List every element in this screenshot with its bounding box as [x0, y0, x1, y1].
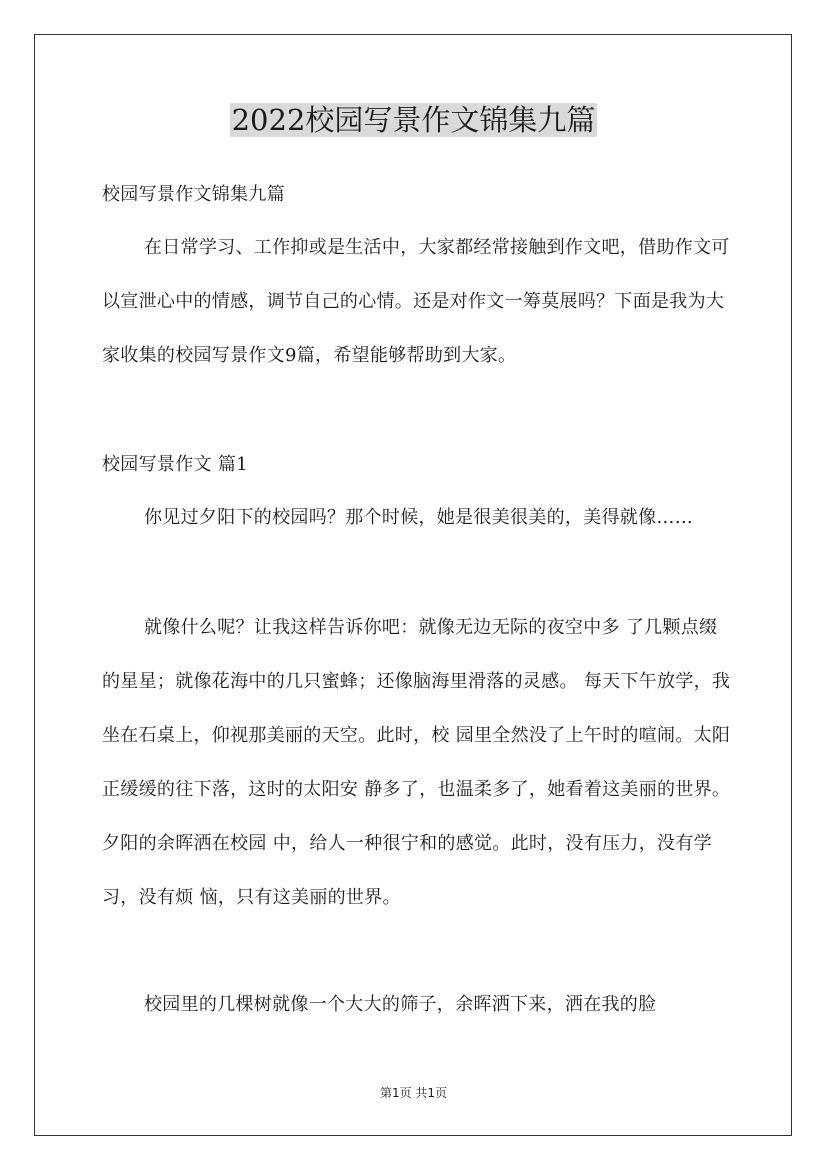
document-title [0, 98, 827, 142]
document-title-text: 2022校园写景作文锦集九篇 [231, 103, 596, 137]
section-heading: 校园写景作文 篇1 [102, 454, 248, 475]
page-footer: 第1页 共1页 [379, 1086, 448, 1100]
document-subtitle: 校园写景作文锦集九篇 [102, 184, 285, 205]
paragraph: 校园里的几棵树就像一个大大的筛子，余晖洒下来，洒在我的脸 [144, 994, 657, 1015]
paragraph: 你见过夕阳下的校园吗？那个时候，她是很美很美的，美得就像…… [144, 507, 693, 528]
paragraph: 就像什么呢？让我这样告诉你吧：就像无边无际的夜空中多 了几颗点缀的星星；就像花海中的几只蜜蜂；还像脑海里滑落的灵感。 每天下午放学，我坐在石桌上，仰视那美丽的天空。此时，校 园里全然没了上午时的喧闹。太阳正缓缓的往下落，这时的太阳安 静多了，也温柔多了，她看着这美丽的世界。夕阳的余晖洒在校园 中，给人一种很宁和的感觉。此时，没有压力，没有学习，没有烦 恼，只有这美丽的世界。 [102, 617, 731, 908]
intro-paragraph: 在日常学习、工作抑或是生活中，大家都经常接触到作文吧，借助作文可以宣泄心中的情感，调节自己的心情。还是对作文一筹莫展吗？下面是我为大家收集的校园写景作文9篇，希望能够帮助到大家。 [102, 237, 730, 366]
